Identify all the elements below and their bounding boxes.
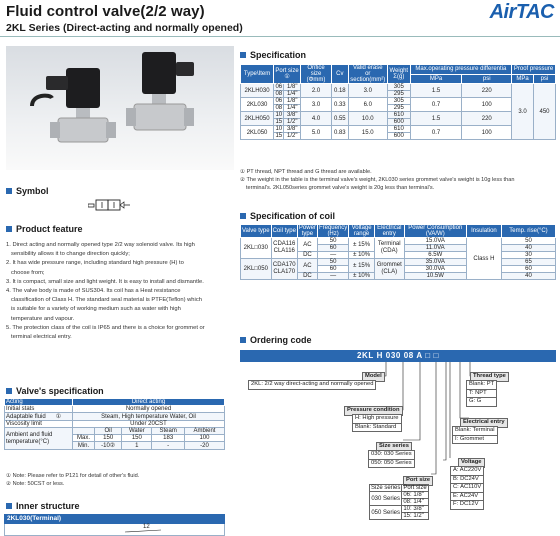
body-right	[134, 104, 186, 130]
product-feature-heading: Product feature	[6, 224, 83, 234]
feature-line: 2. It has wide pressure range, including standard high pressure (H) to	[6, 260, 184, 267]
temp-col: Ambient	[184, 428, 224, 435]
cv-cell: 0.83	[332, 126, 349, 140]
feature-line: choose from;	[11, 269, 45, 276]
volt-cell: ± 10%	[349, 252, 375, 259]
port-table	[369, 484, 429, 520]
spec-value: Direct acting	[73, 399, 225, 406]
port-option: 15: 1/2"	[402, 513, 428, 520]
temp-cell: 100	[184, 435, 224, 442]
feature-list	[6, 241, 238, 342]
port-size: 1/2"	[284, 119, 301, 126]
temp-col: Oil	[95, 428, 122, 435]
col-header: Insulation	[466, 225, 501, 238]
body-left	[58, 118, 108, 142]
feature-line: 4. The valve body is made of SUS304. Its coil has a Heat resistance	[6, 288, 181, 295]
size-head: Size series	[376, 442, 412, 452]
valve-type-cell: 2KL□030	[241, 238, 272, 259]
inner-structure-label: 2KL030(Terminal)	[4, 514, 225, 524]
port-series: 050 Series	[370, 506, 402, 520]
spec-label: Viscosity limit	[5, 421, 73, 428]
port-code: 10	[275, 112, 283, 118]
consumption-cell: 30.0VA	[404, 266, 466, 273]
orifice-cell: 5.0	[301, 126, 332, 140]
section-bullet-icon	[240, 337, 246, 343]
section-bullet-icon	[6, 226, 12, 232]
col-header: Weight Σ(g)	[387, 65, 410, 84]
model-head: Model	[362, 372, 385, 382]
header-divider	[0, 36, 560, 37]
consumption-cell: 35.0VA	[404, 259, 466, 266]
section-bullet-icon	[6, 188, 12, 194]
weight-cell: 305	[387, 84, 410, 91]
voltage-option: F: DC12V	[450, 501, 484, 510]
weight-cell: 305	[387, 98, 410, 105]
valve-type-cell: 2KL□050	[241, 259, 272, 280]
thread-option: Blank: PT	[466, 380, 497, 390]
temp-row-label: Min.	[73, 442, 95, 450]
weight-cell: 295	[387, 91, 410, 98]
coil-type-cell: CDA170 CLA170	[271, 259, 297, 280]
power-cell: AC	[297, 238, 317, 252]
col-header: Type\Item	[241, 65, 274, 84]
consumption-cell: 11.0VA	[404, 245, 466, 252]
section-bullet-icon	[6, 503, 12, 509]
temp-cell: -20	[184, 442, 224, 450]
col-header: Power Consumption (VA/W)	[404, 225, 466, 238]
volt-cell: ± 10%	[349, 273, 375, 280]
model-value: 2KL: 2/2 way direct-acting and normally opened	[248, 380, 376, 390]
freq-cell: 60	[317, 266, 348, 273]
coil-type-cell: CDA116 CLA116	[271, 238, 297, 259]
ordering-code-bar: 2KL H 030 08 A □ □	[240, 350, 556, 362]
temp-cell: 150	[95, 435, 122, 442]
col-header: Temp. rise(°C)	[501, 225, 555, 238]
valve-illustration	[6, 46, 234, 170]
orifice-cell: 2.0	[301, 84, 332, 98]
port-code: 06	[275, 98, 283, 104]
specification-notes	[240, 168, 556, 192]
psi-cell: 220	[462, 112, 512, 126]
note-line: ② Note: 50CST or less.	[6, 481, 65, 487]
spec-label: Adaptable fluid ①	[5, 413, 73, 421]
power-cell: AC	[297, 259, 317, 273]
voltage-option: A: AC220V	[450, 466, 484, 476]
temp-label: Ambient and fluid temperature(°C)	[5, 428, 73, 450]
size-option: 050: 050 Series	[368, 460, 415, 469]
freq-cell: 50	[317, 259, 348, 266]
freq-cell: —	[317, 273, 348, 280]
weight-cell: 600	[387, 133, 410, 140]
mpa-cell: 1.5	[410, 84, 462, 98]
pressure-option: Blank: Standard	[352, 424, 402, 433]
spec-value: Steam, High temperature Water, Oil	[73, 413, 225, 421]
port-size: 3/8"	[284, 112, 301, 119]
weight-cell: 610	[387, 112, 410, 119]
symbol-heading: Symbol	[6, 186, 49, 196]
port-option: 08: 1/4"	[402, 499, 428, 506]
port-option: 06: 1/8"	[402, 492, 428, 499]
proof-mpa: 3.0	[512, 84, 534, 140]
pressure-head: Pressure condition	[344, 406, 403, 416]
entry-option: I: Grommet	[452, 436, 498, 445]
specification-heading: Specification	[240, 50, 306, 60]
port-size: 1/4"	[284, 91, 301, 98]
feature-line: 5. The protection class of the coil is IP65 and there is a choice for grommet or	[6, 324, 205, 331]
area-cell: 6.0	[348, 98, 387, 112]
type-cell: 2KLH030	[241, 84, 274, 98]
port-col-header: Size series	[371, 485, 401, 491]
inner-structure-diagram	[4, 524, 225, 536]
mpa-cell: 0.7	[410, 98, 462, 112]
col-header: Coil type	[271, 225, 297, 238]
cv-cell: 0.55	[332, 112, 349, 126]
terminal-right	[176, 62, 194, 76]
thread-values	[466, 380, 497, 407]
thread-head: Thread type	[470, 372, 509, 382]
coil-spec-table	[240, 224, 556, 280]
consumption-cell: 15.0VA	[404, 238, 466, 245]
col-header: Port size ①	[274, 65, 301, 84]
port-col-header: Port size	[403, 485, 427, 491]
orifice-cell: 3.0	[301, 98, 332, 112]
temp-cell: 150	[122, 435, 152, 442]
volt-cell: ± 15%	[349, 238, 375, 252]
port-code: 08	[275, 105, 283, 111]
size-option: 030: 030 Series	[368, 450, 415, 460]
terminal-left	[46, 76, 68, 90]
temp-cell: -10②	[95, 442, 122, 450]
callout-label: 12	[143, 524, 150, 530]
port-code: 08	[275, 91, 283, 97]
spec-value: Normally opened	[73, 406, 225, 413]
feature-line: terminal electrical entry.	[11, 334, 72, 341]
proof-psi: 450	[534, 84, 556, 140]
port-size: 3/8"	[284, 126, 301, 133]
col-header: Valid erase or section(mm²)	[348, 65, 387, 84]
temp-cell: -	[152, 442, 185, 450]
pressure-option: H: High pressure	[352, 414, 402, 424]
port-size: 1/8"	[284, 98, 301, 105]
note-line: ① PT thread, NPT thread and G thread are available.	[240, 169, 372, 175]
type-cell: 2KL030	[241, 98, 274, 112]
port-code: 15	[275, 133, 283, 139]
note-line: ② The weight in the table is the terminal valve's weight, 2KL030 series grommet valve's weight is 10g less than	[240, 177, 515, 183]
page-subtitle: 2KL Series (Direct-acting and normally opened)	[6, 22, 243, 34]
col-header: Voltage range	[349, 225, 375, 238]
freq-cell: —	[317, 252, 348, 259]
mpa-cell: 1.5	[410, 112, 462, 126]
note-line: terminal's. 2KL050series grommet valve's weight is 20g less than terminal's.	[246, 185, 435, 191]
col-header: Frequency (Hz)	[318, 225, 348, 237]
voltage-head: Voltage	[458, 458, 485, 468]
power-cell: DC	[297, 252, 317, 259]
spec-label: Acting	[5, 399, 73, 406]
type-cell: 2KL050	[241, 126, 274, 140]
feature-line: classification of Class H. The standard seal material is PTFE(Teflon) which	[11, 297, 202, 304]
orifice-cell: 4.0	[301, 112, 332, 126]
valve-spec-heading: Valve's specification	[6, 386, 104, 396]
col-header: Orifice size (Φmm)	[301, 65, 332, 84]
rise-cell: 50	[501, 238, 555, 245]
port-option: 10: 3/8"	[402, 506, 428, 513]
entry-option: Blank: Terminal	[452, 426, 498, 436]
entry-cell: Terminal (CDA)	[374, 238, 404, 259]
feature-line: is suitable for a variety of working medium such as water with high	[11, 306, 181, 313]
brand-logo: AirTAC	[489, 1, 554, 23]
section-bullet-icon	[240, 52, 246, 58]
sub-header: MPa	[512, 74, 534, 84]
consumption-cell: 6.5W	[404, 252, 466, 259]
weight-cell: 295	[387, 105, 410, 112]
power-cell: DC	[297, 273, 317, 280]
voltage-option: E: AC24V	[450, 493, 484, 502]
feature-line: 3. It is compact, small size and light weight. It is easy to install and dismantle.	[6, 278, 204, 285]
coil-spec-heading: Specification of coil	[240, 211, 335, 221]
mpa-cell: 0.7	[410, 126, 462, 140]
area-cell: 3.0	[348, 84, 387, 98]
volt-cell: ± 15%	[349, 259, 375, 273]
size-values	[368, 450, 415, 468]
note-line: ① Note: Please refer to P121 for detail of other's fluid.	[6, 473, 140, 479]
ordering-heading: Ordering code	[240, 335, 312, 345]
col-header: Proof pressure	[512, 65, 556, 75]
rise-cell: 60	[501, 266, 555, 273]
section-bullet-icon	[6, 388, 12, 394]
port-code: 06	[275, 84, 283, 90]
temp-cell: 1	[122, 442, 152, 450]
voltage-values	[450, 466, 484, 510]
area-cell: 10.0	[348, 112, 387, 126]
port-head: Port size	[403, 476, 433, 486]
entry-cell: Grommet (CLA)	[374, 259, 404, 280]
spec-label: Initial stats	[5, 406, 73, 413]
weight-cell: 600	[387, 119, 410, 126]
insulation-cell: Class H	[466, 238, 501, 280]
freq-cell: 50	[317, 238, 348, 245]
feature-line: temperature and vapour.	[11, 315, 75, 322]
cv-cell: 0.18	[332, 84, 349, 98]
area-cell: 15.0	[348, 126, 387, 140]
sub-header: MPa	[410, 74, 462, 84]
port-series: 030 Series	[370, 492, 402, 506]
section-bullet-icon	[240, 213, 246, 219]
col-header: Max.operating pressure differentia	[410, 65, 511, 75]
weight-cell: 610	[387, 126, 410, 133]
entry-values	[452, 426, 498, 444]
product-photo	[6, 46, 234, 170]
coil-right	[142, 52, 176, 94]
rise-cell: 40	[501, 245, 555, 252]
temp-row-label: Max.	[73, 435, 95, 442]
thread-option: T: NPT	[466, 390, 497, 399]
voltage-option: C: AC110V	[450, 484, 484, 493]
voltage-option: B: DC24V	[450, 476, 484, 485]
port-code: 10	[275, 126, 283, 132]
temp-col: Water	[122, 428, 152, 435]
temp-cell: 183	[152, 435, 185, 442]
psi-cell: 100	[462, 126, 512, 140]
feature-line: 1. Direct acting and normally opened type 2/2 way solenoid valve. Its high	[6, 242, 195, 248]
psi-cell: 100	[462, 98, 512, 112]
port-size: 1/4"	[284, 105, 301, 112]
rise-cell: 40	[501, 273, 555, 280]
thread-option: G: G	[466, 398, 497, 407]
psi-cell: 220	[462, 84, 512, 98]
sub-header: psi	[534, 74, 556, 84]
col-header: Power type	[298, 225, 316, 237]
valve-spec-table	[4, 398, 225, 450]
type-cell: 2KLH050	[241, 112, 274, 126]
col-header: Valve type	[241, 225, 272, 238]
freq-cell: 60	[317, 245, 348, 252]
page-title: Fluid control valve(2/2 way)	[6, 3, 205, 20]
pressure-values	[352, 414, 402, 432]
port-size: 1/2"	[284, 133, 301, 140]
consumption-cell: 10.5W	[404, 273, 466, 280]
valve-spec-notes	[6, 472, 139, 488]
inner-structure-heading: Inner structure	[6, 501, 80, 511]
rise-cell: 65	[501, 259, 555, 266]
coil-left	[66, 68, 100, 108]
temp-col: Steam	[152, 428, 185, 435]
rise-cell: 30	[501, 252, 555, 259]
col-header: Cv	[332, 65, 349, 84]
valve-symbol	[88, 199, 130, 213]
spec-value: Under 20CST	[73, 421, 225, 428]
sub-header: psi	[462, 74, 512, 84]
port-code: 15	[275, 119, 283, 125]
col-header: Electrical entry	[374, 225, 404, 238]
cv-cell: 0.33	[332, 98, 349, 112]
port-size: 1/8"	[284, 84, 301, 91]
specification-table	[240, 64, 556, 140]
entry-head: Electrical entry	[460, 418, 508, 428]
feature-line: sensibility allows it to change direction quickly;	[11, 251, 130, 258]
